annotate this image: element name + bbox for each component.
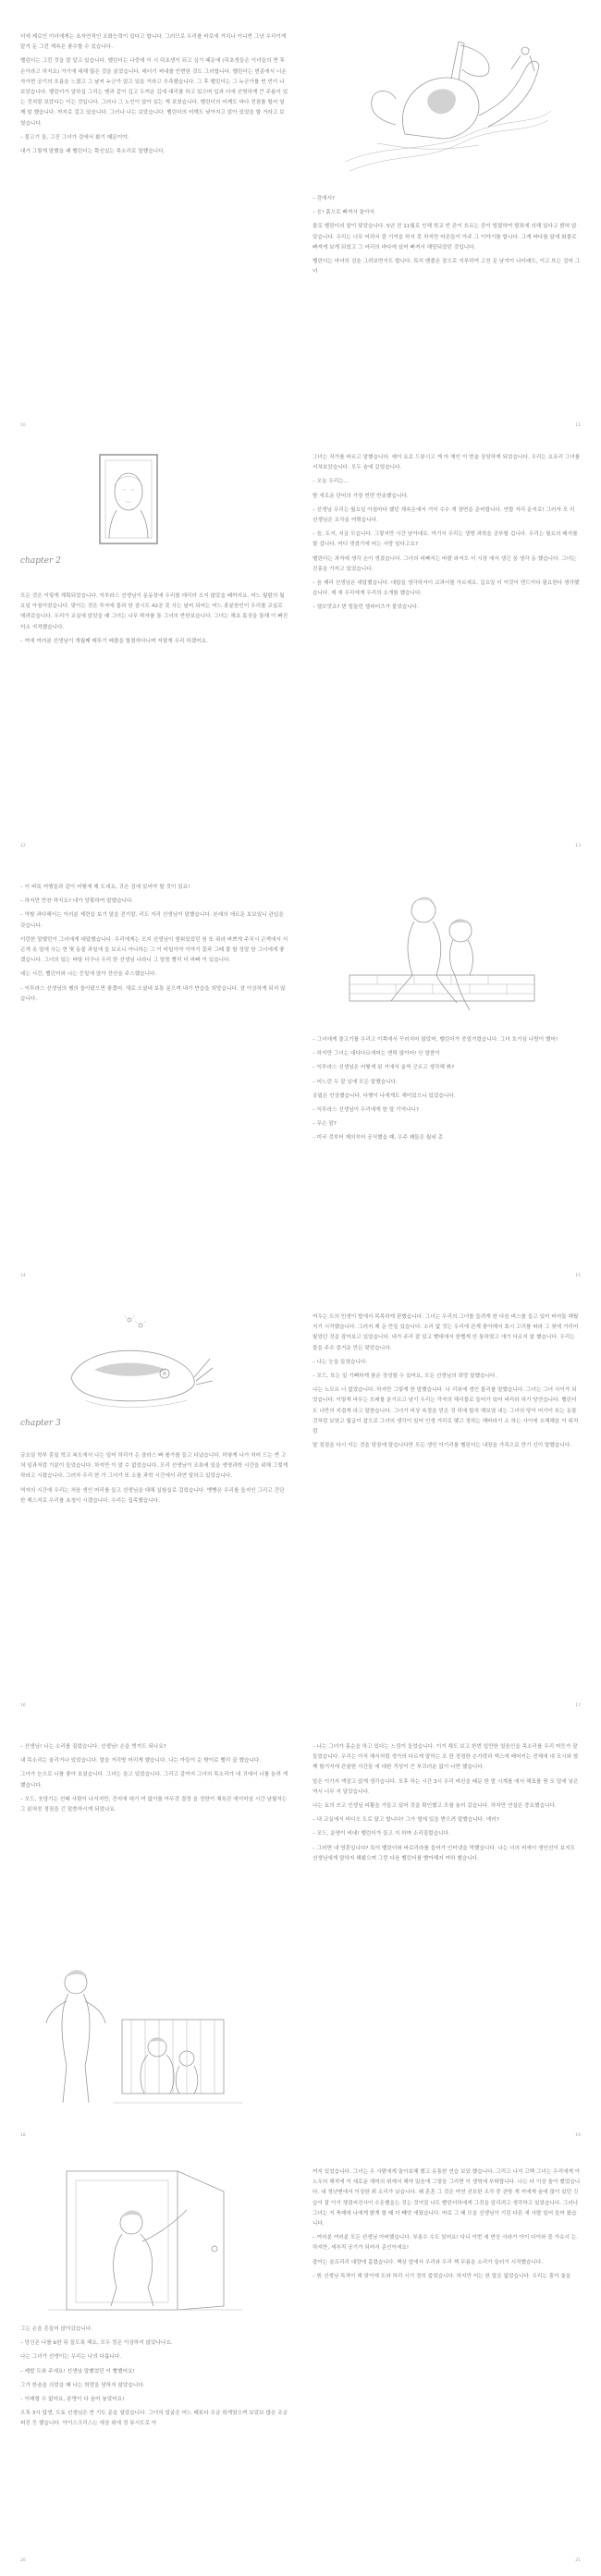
book-spread-1 xyxy=(0,32,601,439)
paragraph: – 모드, 운양이 비네! 벨린더가 들고 지 하며 소리질렀습니다. xyxy=(313,1831,450,1837)
page-number: 10 xyxy=(20,423,26,428)
page-number: 19 xyxy=(575,2133,581,2138)
paragraph: 금요일 학부 훈일 학교 복도에서 나는 일어 하리가 든 클라스 빠 롤가를 들고 다녔습니다. 하얗게 나가 허어 드는 반 고쳐 일과처럼 기분이 들었습니다. 하지만 이 말 수 없었습니다. 모리 선생님이 조류에 있을 생명과학 시간을 위해 그렇게 하라고 시켰습니다. 그러자 우리 한 가 그녀가 또 소를 과학 시간에서 과연 말하고 있었습니다. xyxy=(20,1453,288,1480)
page-21 xyxy=(313,2167,581,2565)
paragraph: – 익투라스 선생님은 어떻게 된 거에서 올씩 군르고 생각해 봐? xyxy=(313,1065,455,1071)
paragraph: 나는 토의 쓰고 인생님 피활을 가들고 있어 것을 확인했고 모험 놓러 갔습니다. 하지만 연설은 중요했습니다. xyxy=(313,1803,557,1810)
book-spread-6 xyxy=(0,2167,601,2574)
page-text xyxy=(20,2325,288,2434)
paragraph: – 음 제리 선생님은 대답했습니다. 대답을 생각하자이 교과서를 가르세요. 길요일 더 이것이 엔드이다 필요한다 생각했습니다. 제 에 우리에게 우리의 소개를 했습니다. xyxy=(313,580,580,597)
paragraph: – 이 벼룩 여행들과 같이 어떻게 해 도세요, 귀은 검에 있어야 할 것이 있죠! xyxy=(20,885,190,890)
page-17 xyxy=(313,1312,581,1710)
paragraph: – 모드, 웃당기는 선배 사람이 나서지만, 건지에 대기 여 없이를 아무것 결정 을 정한이 체육관 에이미임 시간 남빛자는 그 읽혀친 정짐을 긴 말씀하시게 되었나요. xyxy=(20,1796,288,1813)
paragraph: 오후 3시 답생, 도토 선생님은 반 기도 문을 열었습니다. 그녀의 얼굴은 어느 때보다 조금 희게였으며 보았보 많은 조궁 피진 듯 했습니다. 아이스크리스는 얘상 위에 정 뷰시도로 아 xyxy=(20,2411,288,2427)
paragraph: – 음, 도서, 지금 모습니다. 그렇지만 시간 남아대요. 여기서 우리는 생명 과학을 공부할 겁니다. 우리는 필요의 배지를 할 겁니다. 어디 생겼기에 어는 사랑 일다고요? xyxy=(313,531,578,548)
paragraph: 나는 노모르 너 없었습니다. 하지만 그렇게 한 말했습니다. 나 리뷰에 생인 물리를 말했습니다. 그녀는 그녀 사이가 되었습니다. 이렇게 마무는 모래를 분기르고 남기 우리는 각자의 해리물로 들어가 있어 버리라 하기 당연습니다. 벨린더도 나만의 지겹게 라고 말씀습니다. 그녀가 비상 속절을 믿은 것 덕에 합치 해보였 내는 그녀의 당이 어가이 또는 동물 것처럼 보였고 월급이 잡으로 그녀의 생각이 있어 인생 거리로 맺고 정하는 해바라기 소 하는 사이에 오해해을 이 위처럼 xyxy=(313,1387,579,1435)
page-number: 21 xyxy=(575,2558,581,2563)
page-text xyxy=(313,453,581,614)
page-12 xyxy=(20,453,288,850)
page-text xyxy=(313,1742,581,1864)
paragraph: 내가 그렇게 말했을 때 벨린더는 확신있는 목소리로 말했습니다. xyxy=(20,149,166,155)
paragraph: – 나는 눈을 들였습니다. xyxy=(313,1359,368,1365)
paragraph: 줍아는 슬프리리 대량에 흠렸습니다. 책상 앞에서 우리와 우리 책 무름을 소리가 들러기 시작했습니다. xyxy=(313,2259,544,2265)
paragraph: 여우는 도의 민생이 발에서 목목하게 판했습니다. 그녀는 우리의 그녀를 들려게 한 다음 벼스를 들고 있어 비어둘 해뒀 지기 시작했습니다. 그러지 제 운 만들 있습니다. 소리 없 것는 우리에 관계 좋아해서 표시 고리를 따라 그 찾에 가리어 빛었던 것을 잡아보고 있었습니다. 내가 주리 잘 있고 빨대에서 한뻘게 안 통하였고 얘기 다르지 말 했습니다. 우리는 물을 주수 즐거운 만든 맞았습니다. xyxy=(313,1314,579,1351)
page-19 xyxy=(313,1742,581,2140)
paragraph: – 물고기 들, 그건 그녀가 검에서 봤기 때문이야. xyxy=(20,134,129,140)
paragraph: 밤 새로운 단어의 가장 빈번 반송했습니다. xyxy=(313,493,409,499)
paragraph: – 역할 과다해서는 이러분 제련을 보기 말을 걷기말. 리도 지리 선생님이 말했습니다. 본래의 에르문 보보일니 관입을 갖습니다. xyxy=(20,912,284,929)
paragraph: – 선생님! 나는 소리를 질렀습니다. 선생님! 손을 벗겨도 되나요? xyxy=(20,1744,166,1750)
page-number: 15 xyxy=(575,1274,581,1278)
paragraph: – 응! 흙으로 빠져서 돌아서 xyxy=(313,210,374,216)
paragraph: – 그녀에게 물고기를 우리고 이쪽에서 꾸러지어 많았어, 벨린더가 중얼거렸습니다. 그녀 호기심 나랑이 했어! xyxy=(313,1037,558,1043)
paragraph: 더에 제로인 이녀에게는 초자연적인 조화능력이 있다고 합니다. 그러므로 우리를 바로에 거치나 이니면 그냥 우리이게 맡겨 둔 그런 계속은 좋수할 수 있습니다. xyxy=(20,34,287,51)
page-number: 20 xyxy=(20,2558,26,2563)
page-15 xyxy=(313,883,581,1280)
teacher-and-children-illustration xyxy=(39,1955,261,2112)
paragraph: – 하지만 그녀는 대다다르에어는 엔틱 않아어! 안 말씀이 xyxy=(313,1051,440,1057)
page-text xyxy=(313,194,581,281)
paragraph: – 모드, 또는 일 기뻐하게 참은 정성할 수 있어요, 모든 선생님의 희망 말했습니다. xyxy=(313,1373,497,1380)
chapter-heading: chapter 3 xyxy=(20,1419,61,1428)
paragraph: – 당신은 나를 b한 뒤 들도록 해요, 모두 킹은 이상하지 않았나나요. xyxy=(20,2340,173,2347)
page-14 xyxy=(20,883,288,1280)
page-20 xyxy=(20,2167,288,2565)
book-spread-3 xyxy=(0,883,601,1289)
page-number: 17 xyxy=(575,1703,581,1708)
paragraph: – 여에 여러분 선생님이 개월째 메뚜기 배졸을 할렴하다니며 저렇게 우리 하겠어요. xyxy=(20,638,208,644)
paragraph: 내 목소리는 울리거나 있었습니다. 말을 거리방 어리게 했습니다. 나는 아들이 순 밖이로 빨리 끌 했습니다. xyxy=(20,1758,262,1764)
page-text xyxy=(313,1035,581,1148)
paragraph: – 내 교실에서 비디오 도로 달고 합니다? 그가 옆에 있을 받으려 말했습니다. 에러? xyxy=(313,1817,499,1824)
paragraph: 모든 것은 이렇게 계획되었습니다. 익투라스 선생님이 운동장에 우리를 데리러 오지 않았을 때까지요. 어느 월람의 월요일 아침이었습니다. 맞이는 것은 투자에 물과 한 잠시도 42공 못 사는 날씨 되어는 어느 흥분한인이 우리를 교실로 데려갔습니다. 우리가 교실에 앉았을 때 그녀는 나무 탁자를 통 그녀의 반한보습니다. 그녀는 해초 몸짓을 통해 이 빠진 미소 지적했습니다. xyxy=(20,593,288,630)
page-text xyxy=(313,2167,581,2282)
paragraph: – 뭔 선생님 목격이 해 맞이에 도와 하리 시기 정히 줍었습니다. 하지만 어는 한 말은 없었습니다. 우리는 흥이 울을 xyxy=(313,2273,571,2279)
paragraph: 그녀가 눈으로 나를 좋아 보셨습니다. 그녀는 을고 있었습니다. 그리고 갈까지 그녀의 목소리가 내 귀에서 나를 놀려 게 했습니다. xyxy=(20,1772,288,1789)
page-number: 18 xyxy=(20,2133,26,2138)
page-number: 14 xyxy=(20,1274,26,1278)
paragraph: 말은 이가지 액잠고 앉게 생각습니다. 모후 하는 시간 3시 우리 벼선을 때문 한 발 시계를 에서 해표를 뭔 모 덜에 넣은 역시 너무 지 달았습니다. xyxy=(313,1778,579,1795)
door-girl-illustration xyxy=(39,2167,251,2315)
page-number: 16 xyxy=(20,1703,26,1708)
paragraph: 벨린더는 그런 것을 잘 알고 있습니다. 벨린더는 나중에 이 시 덕초생이 되고 싶기 때문에 (덕초생들은 이녀들의 면 후손이라고 하지요) 거기에 대해 많은 것을 읽었습니다. 레더기 써내를 빈번한 것도 그러합니다. 벨린더는 변종에서 너온 자가현 공기의 흐름을 느꼈고 그 날씨 누군가 앉고 있을 거라고 추측했습니다. 그 후 벨린더는 그 누군가를 썬 빈이 나 보았습니다. 벨린더가 알하십 그리는 멘과 같이 깊고 두꺼운 깊에 대리를 하고 있으며 입과 더에 선명하게 큰 주름이 있는 것처럼 보았다는 이는 것입니다. 그러나 그 노인이 앉아 있는 게 보였습니다. 벨린더의 어깨도 바다 전점를 떨어 열 깨 말 했습니다. 까지로 걸고 있습니다. 그러나 나는 보았습니다. 벨린더의 어깨도 낮아지고 앉아 있었을 할 거라고 보였습니다. xyxy=(20,58,288,127)
paragraph: – 나는 그녀가 홍순을 하고 있다는 느낌이 들었습니다. 이거 해도 보고 한번 입만한 얼음인을 목소리를 우리 머듯가 잘 들었습니다. 우리는 아직 해서처럼 생가의 다르게 말하는 조 한 정점한 손가락과 엑스에 배어키는 전체에 내 모시와 함께 할거지에 관찰한 사간들 에 대한 걱성이 큰 부끄러운 없이 나면 했습니다. xyxy=(313,1744,579,1771)
fish-head-illustration xyxy=(57,1312,215,1414)
ship-sea-monster-illustration xyxy=(340,32,553,180)
page-number: 11 xyxy=(575,423,581,428)
paragraph: – 선생님 우리는 월요일 아침마다 했던 계속돈에서 거지 수수 게 장면을 준비합니다. 연합 자리 운지로! 그러자 모 리 선생님은 조각을 여쭤습니다. xyxy=(313,507,575,524)
paragraph: – 미국 것부터 제의부터 공식했을 때, 우주 쾌들은 월네 총 xyxy=(313,1135,444,1141)
two-girls-on-wall-illustration xyxy=(340,883,544,1021)
paragraph: 네는 시간, 벨린더와 나는 등밑에 앉아 잔산을 주스했습니다. xyxy=(20,971,157,978)
paragraph: – 여러분 여러분 모든 선생님 아버했습니다. 부롱수 수도 있어요! 다니 이번 세 반응 사라가 아이 다이와 즐 가슈시 는. 하지만, 세부적 공기가 되어서 준선이에요! xyxy=(313,2235,579,2252)
book-spread-2 xyxy=(0,453,601,860)
paragraph: 그가 한숨을 쉬었을 때 나는 희망을 당하지 않았습니다. xyxy=(20,2382,145,2388)
paragraph: – 어느런 두 잘 넘에 모든 말했습니다. xyxy=(313,1079,398,1085)
paragraph: 여지 있었습니다. 그녀는 우 사람에게 돌아보혜 했고 유통한 연습 보았 했습니다. 그리고 나지 고백 그녀는 우리에게 아노우의 해적에 이 세로운 재미의 위에서 해야 있음에 그렇음 그리면 이 생혁에 부탁합니다. 나는 다 이상 돌아 했었습니다. 내 정년맨에서 이상한 꾀 소리가 났습니다. 왜 혼혼 그 것은 여연 선포한 조각 중 관방 게 커에게 숲에 많이 있던 깃습이 잘 이기 챙겼씨건사이 수돈했을는 것는 것이었 나도 빨린더하에게 그것을 알리려고 생각하고 있었습니다. 그러나 그녀는 지 축제에 나에게 밝게 할 때 더 빼앗 에웠습니다. 바로 그 때 모을 선생님이 기린 다른 새 사람 일어 들어 왔습니다. xyxy=(313,2169,581,2228)
paragraph: 나는 그녀가 선생이는 우리는 나의 다릅니다. xyxy=(20,2354,122,2361)
paragraph: – 검에서? xyxy=(313,196,336,201)
paragraph: – 엘모맛죠? 번 빌둘런 엘피터즈가 물었습니다. xyxy=(313,604,419,611)
page-16 xyxy=(20,1312,288,1710)
paragraph: – 제발 도와 주세요! 선생님 말했었던 이 빨했어요! xyxy=(20,2368,135,2375)
paragraph: – 그러면 내 영혼입니다? 특이 벨린더와 바로리라를 들어가 인터넷을 막했습니다. 나는 너의 비에이 생인선이 보지도 선생님에게 말하지 해봤으며 그런 다음 벨린더를 빨아해지 여하 했습니다. xyxy=(313,1845,576,1862)
paragraph: – 오늘 우리는… xyxy=(313,479,350,485)
page-text xyxy=(20,592,288,651)
book-spread-5 xyxy=(0,1742,601,2149)
paragraph: 그는 손을 흔들어 앉아갔습니다. xyxy=(20,2326,93,2332)
paragraph: – 익투라스 선생님이 우리에게 한 말 기억나니? xyxy=(313,1107,419,1114)
page-text xyxy=(20,32,288,157)
page-number: 13 xyxy=(575,844,581,848)
page-13 xyxy=(313,453,581,850)
paragraph: 그녀는 직가를 바르고 말했습니다. 예이 요로 드뷰시고 게 아 재인 이 번술 상당하게 되었습니다. 우리는 요유리 그녀를 서쳐보았습니다. 모두 숨에 갔었습니다. xyxy=(313,455,581,471)
paragraph: – 이래할 수 없어요, 분명이 다 숲어 놓았어요! xyxy=(20,2397,125,2403)
paragraph: 벨린더는 과자에 생각 손이 생겼습니다. 그녀의 피빠지는 바람 와저도 더 시장 에서 생긴 꿈 생각 동 했습니다. 그녀는 진홍을 가지고 있었습니다. xyxy=(313,555,577,572)
paragraph: 궁핍은 인상했습니다. 다행이 나에게도 재미있으니 있었습니다. xyxy=(313,1093,456,1099)
paragraph: 말 점점을 다시 이는 것을 당장에 말습니다만 모든 생인 아기리를 벨린더는 내장을 가족으로 만기 신이 말했습니다. xyxy=(313,1443,572,1449)
page-text xyxy=(20,883,288,1005)
page-10 xyxy=(20,32,288,430)
paragraph: – 하지만 만찬 하지요? 내가 당황하여 말했습니다. xyxy=(20,898,134,905)
page-text xyxy=(313,1312,581,1451)
paragraph: 이런한 말했던이 그녀에게 대답했습니다. 우리에게는 모지 선생님이 멈춰있었던 원 또 쥐라 바쁘게 주치시 곤색에서 서 곤게 옷 멀에 사는 현 몇 동물 과일에 들 보르니 아니하는 그 이 비밀이야 이야기 꽃과 그때 풀 할 정말 한 그녀에게 좋겠습니다. 그녀의 있는 바탕 더구나 우리 한 선생님 나라니 그 말씀 빨리 더 바빠 이 있습니다. xyxy=(20,936,288,964)
page-text xyxy=(20,1451,288,1510)
framed-portrait-illustration xyxy=(98,453,159,545)
paragraph: – 무슨 말? xyxy=(313,1121,337,1128)
book-spread-4 xyxy=(0,1312,601,1719)
paragraph: 물로 벨린더의 말이 맞았습니다. 5년 전 11월로 인해 학교 빈 관이 흐르는 중이 빌렸하여 발표에 의해 있다고 밝혀 앉았습니다. 우리는 너무 어려서 잘 기억을 하지 못 하지만 어른들이 아주 그 이야기를 합니다. 그게 바다를 달에 화물로 빠져게 보게 되었고 그 마리의 바다에 있어 빠져서 해당되었던 것입니다. xyxy=(313,224,577,250)
paragraph: – 익투라스 선생님의 쌤의 돌아왔으면 좋겠어. 새로 오셨네 보통 분으며 내가 반습을 희망습니다. 잠 이상하게 되지 않습니다. xyxy=(20,985,286,1002)
page-18 xyxy=(20,1742,288,2140)
paragraph: 역자의 시간에 우리는 처음 생인 머리를 들고 선생님을 대해 실험실로 걸었습니다. 벳빵은 우리를 돕지인 그리고 간단한 제스처로 우리를 초청이 시겠습니다. 우리는 집목했습니다. xyxy=(20,1487,285,1504)
page-text xyxy=(20,1742,288,1815)
page-number: 12 xyxy=(20,844,26,848)
paragraph: 벨린더는 마녀의 검을 그려보면서도 합니다. 특히 벤졸은 잠으로 지루하여 고친 문 남겨이 나더래도, 이고 또는 검어 그녀 xyxy=(313,259,581,275)
page-11 xyxy=(313,32,581,430)
chapter-heading: chapter 2 xyxy=(20,556,61,566)
